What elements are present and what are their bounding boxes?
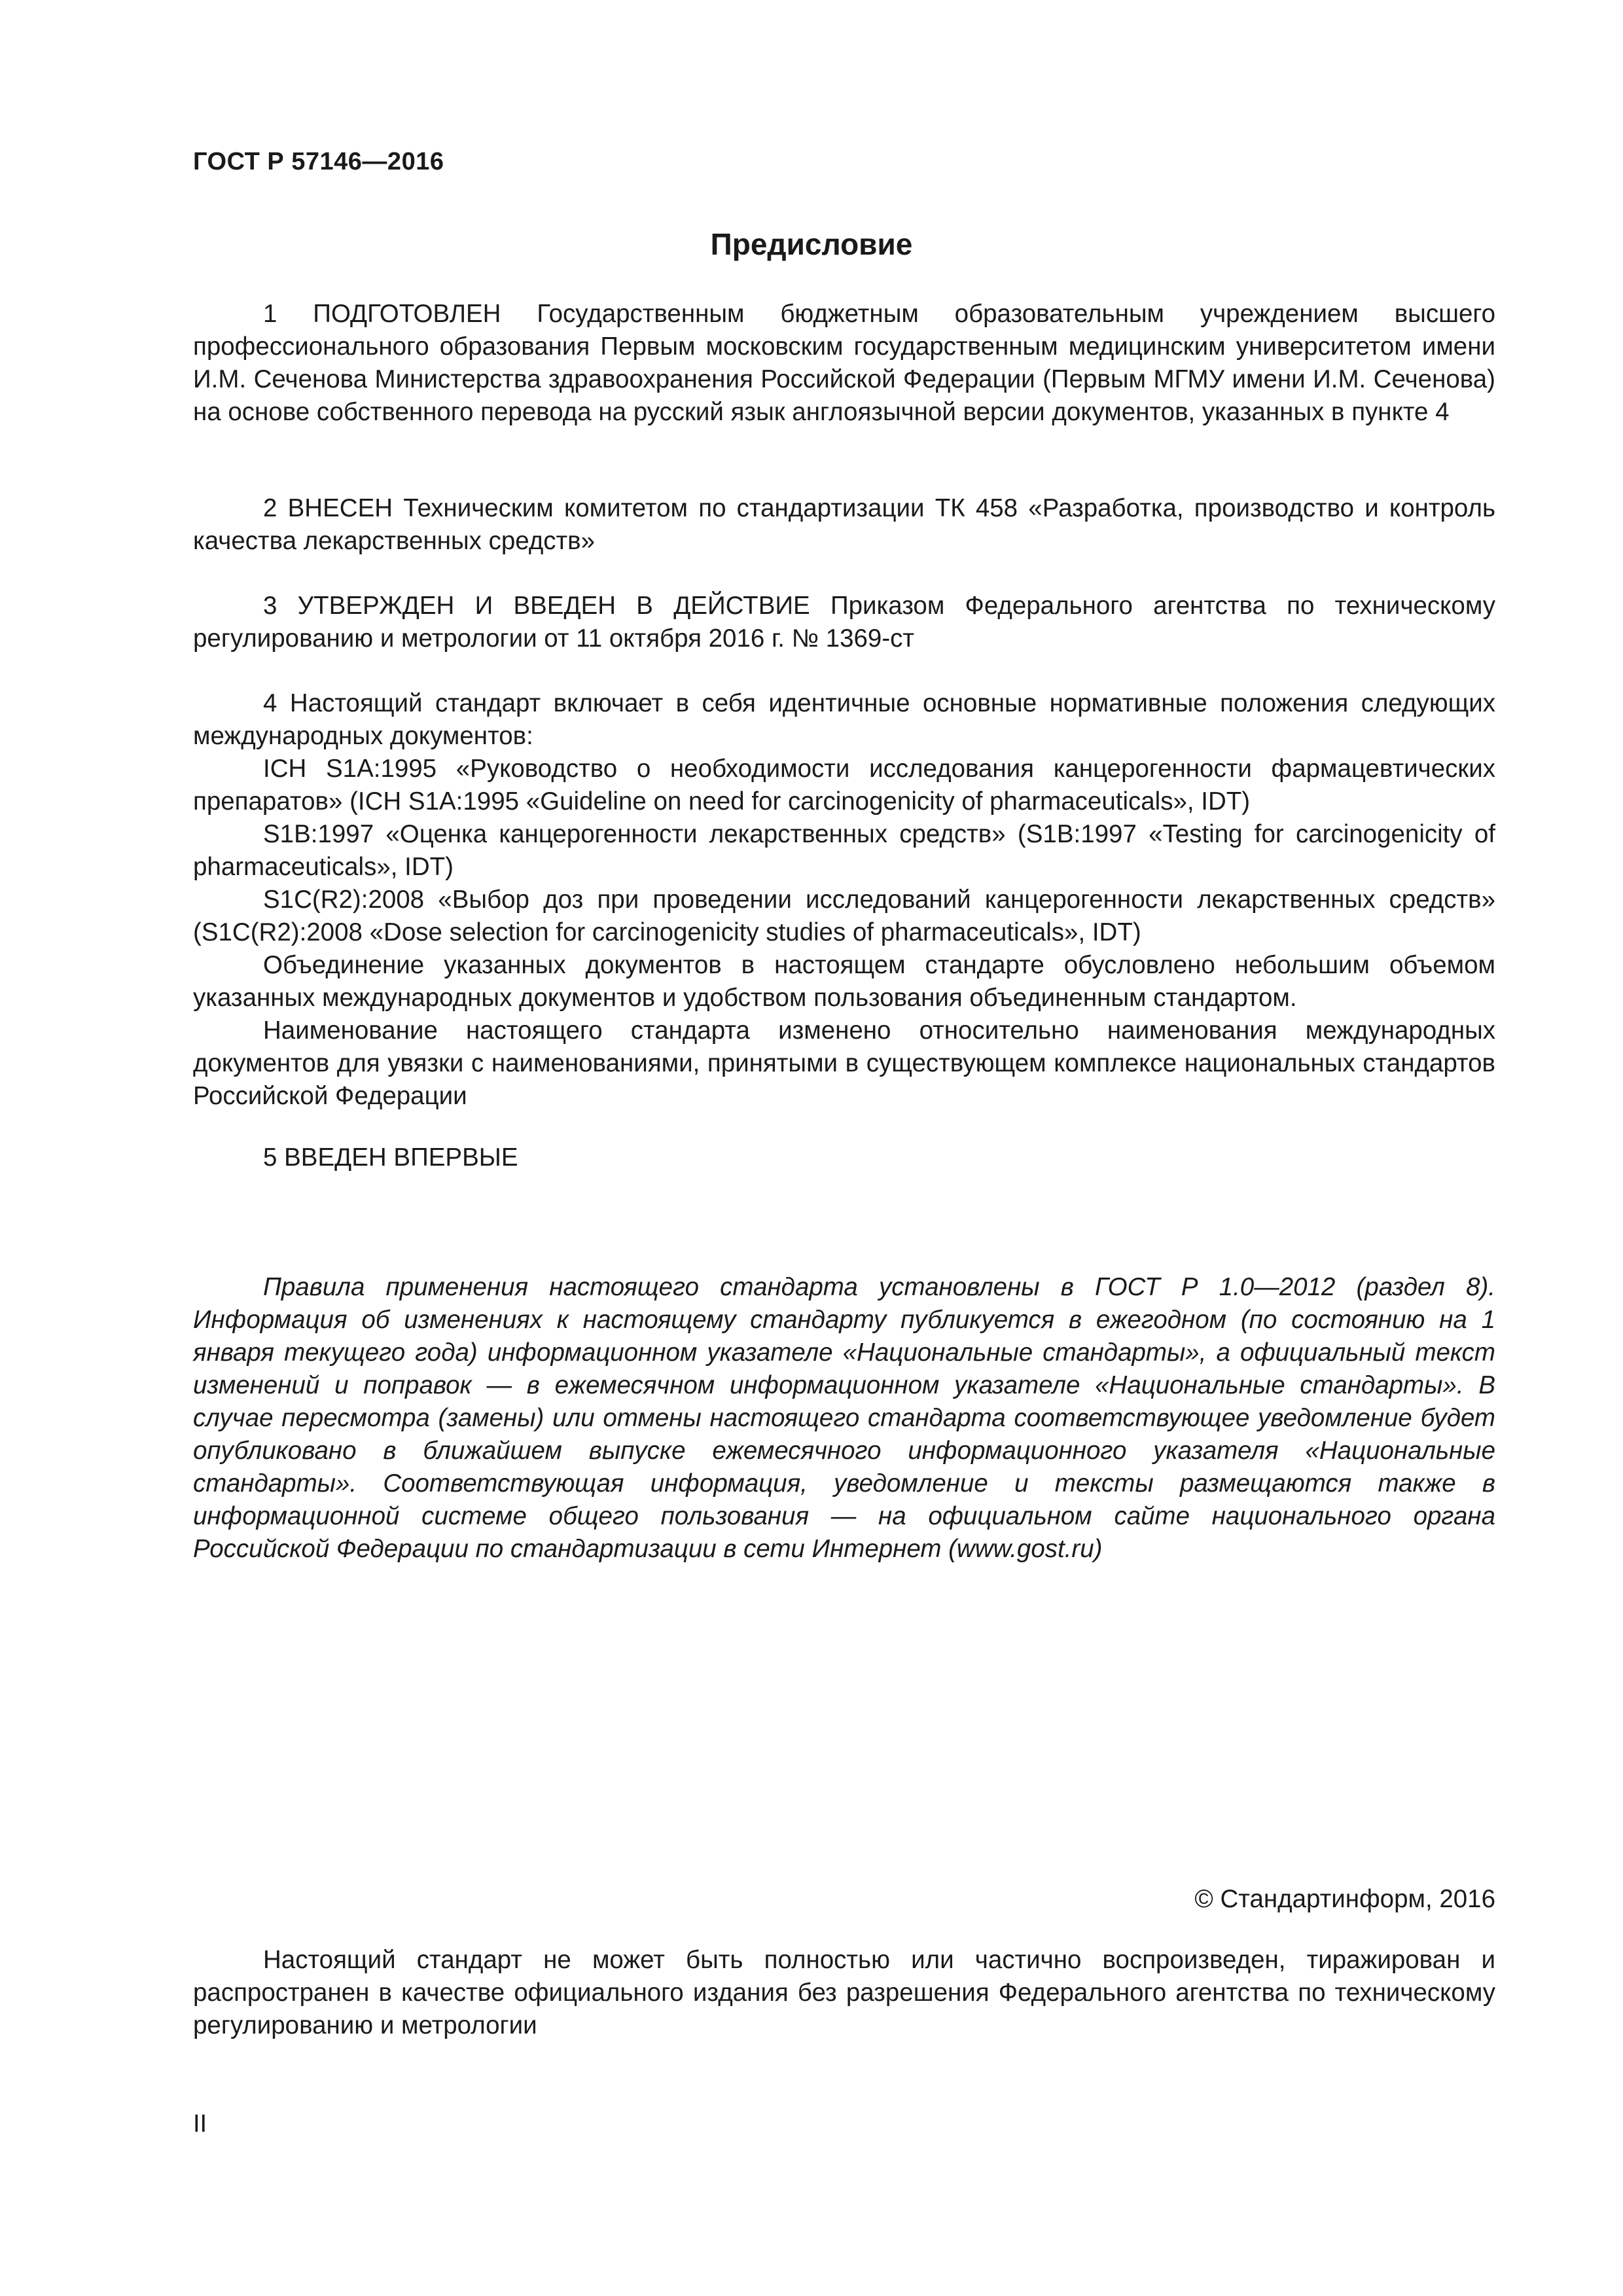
section-4-name-paragraph: Наименование настоящего стандарта изменено относительно наименования международных документов для увязки с наименованиями, принятыми в существующем комплексе национальных стандартов Российской Федерации [193,1016,1495,1110]
application-rules-notice [193,1271,1495,1566]
page-number: II [193,2110,207,2138]
copyright: © Стандартинформ, 2016 [1194,1885,1495,1913]
document-code: ГОСТ Р 57146—2016 [193,148,444,175]
rights-text: Настоящий стандарт не может быть полностью или частично воспроизведен, тиражирован и распространен в качестве официального издания без разрешения Федерального агентства по техническому регулированию и метрологии [193,1946,1495,2039]
section-3 [193,590,1495,655]
section-3-text: 3 УТВЕРЖДЕН И ВВЕДЕН В ДЕЙСТВИЕ Приказом Федерального агентства по техническому регулированию и метрологии от 11 октября 2016 г. № 1369-ст [193,592,1495,653]
notice-text: Правила применения настоящего стандарта установлены в ГОСТ Р 1.0—2012 (раздел 8). Информация об изменениях к настоящему стандарту публикуется в ежегодном (по состоянию на 1 января текущего года) информационном указателе «Национальные стандарты», а официальный текст изменений и поправок — в ежемесячном информационном указателе «Национальные стандарты». В случае пересмотра (замены) или отмены настоящего стандарта соответствующее уведомление будет опубликовано в ближайшем выпуске ежемесячного информационного указателя «Национальные стандарты». Соответствующая информация, уведомление и тексты размещаются также в информационной системе общего пользования — на официальном сайте национального органа Российской Федерации по стандартизации в сети Интернет (www.gost.ru) [193,1273,1495,1563]
section-2 [193,492,1495,558]
section-5 [193,1141,1495,1174]
section-4-item: S1C(R2):2008 «Выбор доз при проведении исследований канцерогенности лекарственных средств» (S1C(R2):2008 «Dose selection for carcinogenicity studies of pharmaceuticals», IDT) [193,886,1495,946]
page-title: Предисловие [710,227,913,261]
section-4-intro: 4 Настоящий стандарт включает в себя идентичные основные нормативные положения следующих международных документов: [193,689,1495,750]
section-1 [193,298,1495,429]
section-4 [193,687,1495,1113]
section-4-item: ICH S1A:1995 «Руководство о необходимости исследования канцерогенности фармацевтических препаратов» (ICH S1A:1995 «Guideline on need for carcinogenicity of pharmaceuticals», IDT) [193,755,1495,816]
section-5-text: 5 ВВЕДЕН ВПЕРВЫЕ [263,1143,518,1172]
section-4-combine-paragraph: Объединение указанных документов в настоящем стандарте обусловлено небольшим объемом указанных международных документов и удобством пользования объединенным стандартом. [193,951,1495,1012]
reproduction-rights [193,1944,1495,2042]
section-4-item: S1B:1997 «Оценка канцерогенности лекарственных средств» (S1B:1997 «Testing for carcinogenicity of pharmaceuticals», IDT) [193,820,1495,881]
section-2-text: 2 ВНЕСЕН Техническим комитетом по стандартизации ТК 458 «Разработка, производство и контроль качества лекарственных средств» [193,494,1495,555]
section-1-text: 1 ПОДГОТОВЛЕН Государственным бюджетным образовательным учреждением высшего профессионального образования Первым московским государственным медицинским университетом имени И.М. Сеченова Министерства здравоохранения Российской Федерации (Первым МГМУ имени И.М. Сеченова) на основе собственного перевода на русский язык англоязычной версии документов, указанных в пункте 4 [193,300,1495,426]
